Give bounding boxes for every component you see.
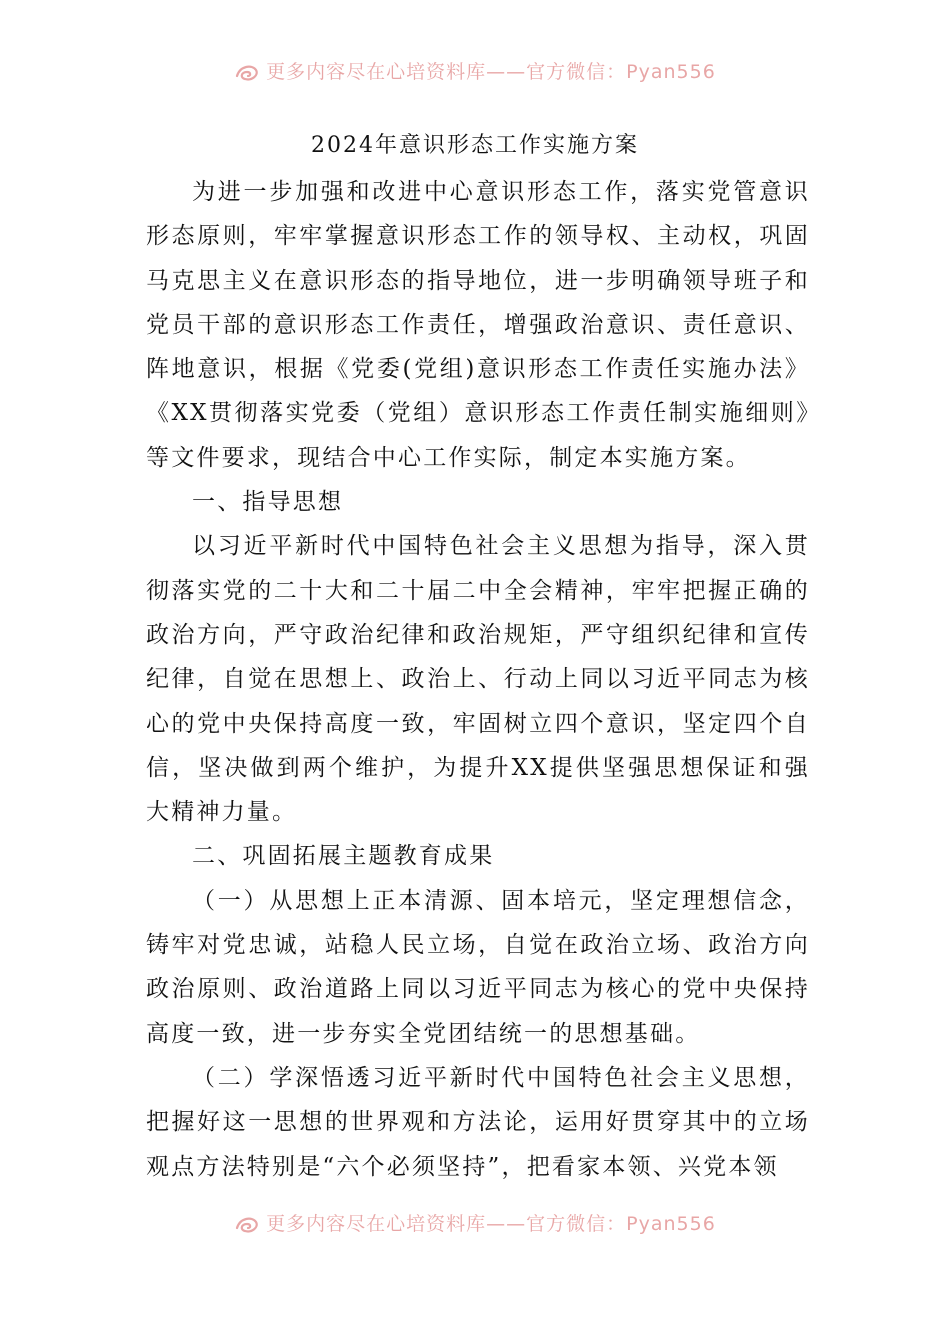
watermark-bottom — [0, 1212, 950, 1236]
watermark-top — [0, 60, 950, 84]
logo-swirl-icon — [234, 1214, 260, 1236]
watermark-text: 更多内容尽在心培资料库——官方微信：Pyan556 — [266, 1213, 716, 1235]
section-heading-1: 一、指导思想 — [192, 489, 344, 516]
sub-item-1-paragraph: （一）从思想上正本清源、固本培元，坚定理想信念，铸牢对党忠诚，站稳人民立场，自觉在政治立场、政治方向政治原则、政治道路上同以习近平同志为核心的党中央保持高度一致，进一步夯实全党团结统一的思想基础。 — [146, 887, 810, 1047]
logo-swirl-icon — [234, 62, 260, 84]
document-title: 2024年意识形态工作实施方案 — [311, 133, 639, 158]
watermark-text: 更多内容尽在心培资料库——官方微信：Pyan556 — [266, 61, 716, 83]
intro-paragraph: 为进一步加强和改进中心意识形态工作，落实党管意识形态原则，牢牢掌握意识形态工作的领导权、主动权，巩固马克思主义在意识形态的指导地位，进一步明确领导班子和党员干部的意识形态工作责任，增强政治意识、责任意识、阵地意识，根据《党委(党组)意识形态工作责任实施办法》《XX贯彻落实党委（党组）意识形态工作责任制实施细则》等文件要求，现结合中心工作实际，制定本实施方案。 — [146, 179, 810, 471]
sub-item-2-paragraph: （二）学深悟透习近平新时代中国特色社会主义思想，把握好这一思想的世界观和方法论，运用好贯穿其中的立场观点方法特别是“六个必须坚持”，把看家本领、兴党本领 — [146, 1064, 810, 1180]
document-body — [146, 170, 810, 1189]
section-heading-2: 二、巩固拓展主题教育成果 — [192, 843, 495, 870]
guiding-thought-paragraph: 以习近平新时代中国特色社会主义思想为指导，深入贯彻落实党的二十大和二十届二中全会精神，牢牢把握正确的政治方向，严守政治纪律和政治规矩，严守组织纪律和宣传纪律，自觉在思想上、政治上、行动上同以习近平同志为核心的党中央保持高度一致，牢固树立四个意识，坚定四个自信，坚决做到两个维护，为提升XX提供坚强思想保证和强大精神力量。 — [146, 533, 810, 826]
